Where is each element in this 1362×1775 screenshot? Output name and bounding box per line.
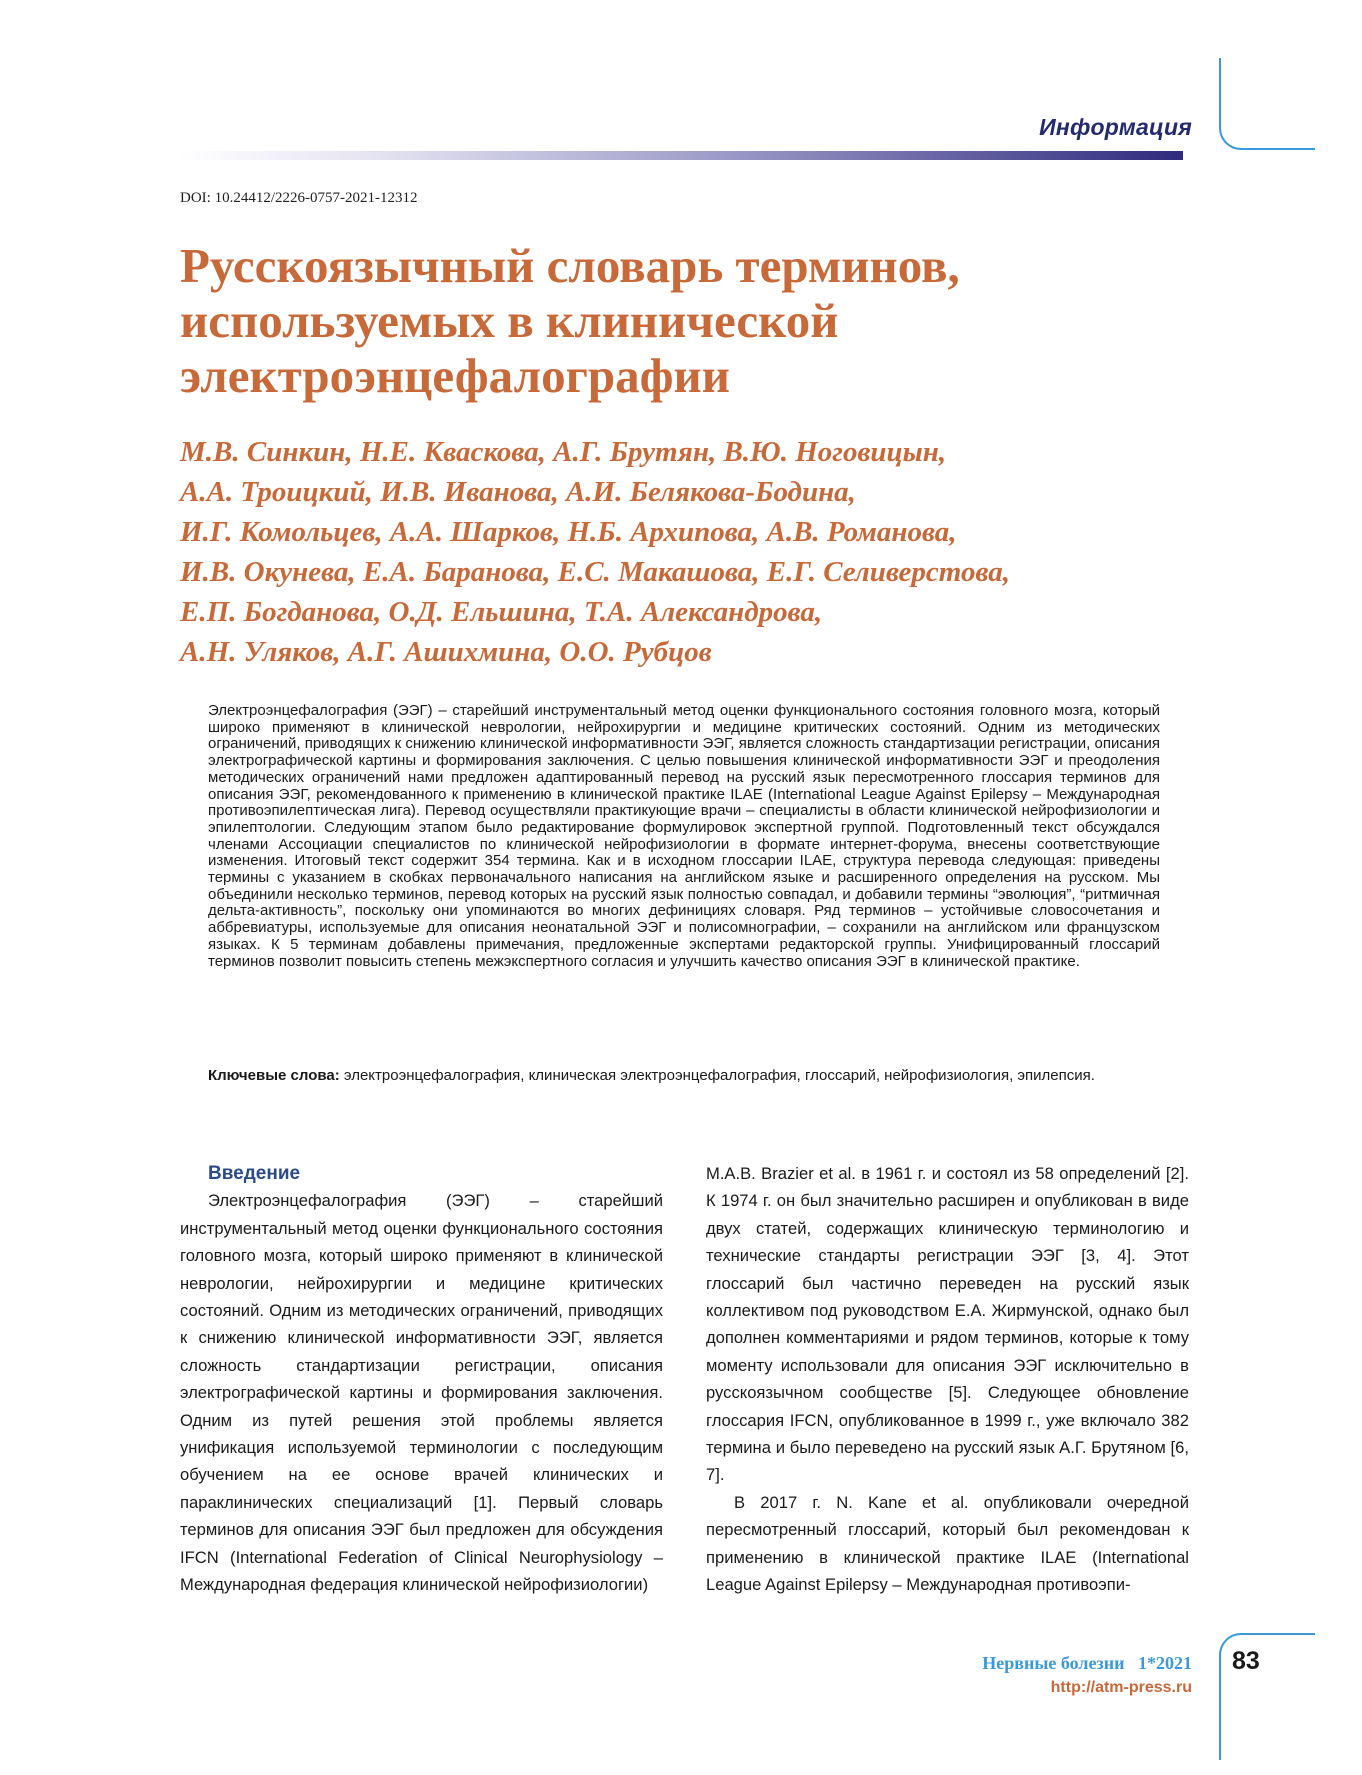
- intro-paragraph: Электроэнцефалография (ЭЭГ) – старейший инструментальный метод оценки функционального состояния головного мозга, который широко применяют в клинической неврологии, нейрохирургии и медицине критических состояний. Одним из методических ограничений, приводящих к снижению клинической информативности ЭЭГ, является сложность стандартизации регистрации, описания электрографической картины и формирования заключения. Одним из путей решения этой проблемы является унификация используемой терминологии с последующим обучением на ее основе врачей клинических и параклинических специализаций [1]. Первый словарь терминов для описания ЭЭГ был предложен для обсуждения IFCN (International Federation of Clinical Neurophysiology – Международная федерация клинической нейрофизиологии): [180, 1191, 663, 1595]
- journal-name: Нервные болезни 1*2021: [982, 1653, 1192, 1673]
- author-line: М.В. Синкин, Н.Е. Кваскова, А.Г. Брутян, В.Ю. Ноговицын,: [180, 436, 947, 468]
- left-column: [180, 1160, 663, 1599]
- author-line: А.Н. Уляков, А.Г. Ашихмина, О.О. Рубцов: [180, 636, 712, 668]
- abstract: Электроэнцефалография (ЭЭГ) – старейший инструментальный метод оценки функционального состояния головного мозга, который широко применяют в клинической неврологии, нейрохирургии и медицине критических состояний. Одним из методических ограничений, приводящих к снижению клинической информативности ЭЭГ, является сложность стандартизации регистрации, описания электрографической картины и формирования заключения. С целью повышения клинической информативности ЭЭГ и преодоления методических ограничений нами предложен адаптированный перевод на русский язык пересмотренного глоссария терминов для описания ЭЭГ, рекомендованного к применению в клинической практике ILAE (International League Against Epilepsy – Международная противоэпилептическая лига). Перевод осуществляли практикующие врачи – специалисты в области клинической нейрофизиологии и эпилептологии. Следующим этапом было редактирование формулировок экспертной группой. Подготовленный текст обсуждался членами Ассоциации специалистов по клинической нейрофизиологии в формате интернет-форума, внесены соответствующие изменения. Итоговый текст содержит 354 термина. Как и в исходном глоссарии ILAE, структура перевода следующая: приведены термины с указанием в скобках первоначального написания на английском языке и расширенного определения на русском. Мы объединили несколько терминов, перевод которых на русский язык полностью совпадал, и добавили термины “эволюция”, “ритмичная дельта-активность”, поскольку они упоминаются во многих дефинициях словаря. Ряд терминов – устойчивые словосочетания и аббревиатуры, используемые для описания неонатальной ЭЭГ и полисомнографии, – сохранили на английском или французском языках. К 5 терминам добавлены примечания, предложенные экспертами редакторской группы. Унифицированный глоссарий терминов позволит повысить степень межэкспертного согласия и улучшить качество описания ЭЭГ в клинической практике.: [208, 702, 1160, 970]
- right-column: [706, 1160, 1189, 1599]
- author-line: И.В. Окунева, Е.А. Баранова, Е.С. Макашова, Е.Г. Селиверстова,: [180, 556, 1010, 588]
- header-corner-line: [1219, 58, 1315, 150]
- header-gradient-bar: [178, 151, 1183, 160]
- journal-website-link[interactable]: http://atm-press.ru: [1050, 1679, 1192, 1696]
- author-line: И.Г. Комольцев, А.А. Шарков, Н.Б. Архипова, А.В. Романова,: [180, 516, 957, 548]
- doi[interactable]: DOI: 10.24412/2226-0757-2021-12312: [180, 190, 418, 206]
- keywords: [208, 1067, 1160, 1084]
- page-number: 83: [1232, 1647, 1260, 1675]
- intro-paragraph: В 2017 г. N. Kane et al. опубликовали очередной пересмотренный глоссарий, который был рекомендован к применению в клинической практике ILAE (International League Against Epilepsy – Международная противоэпи-: [706, 1492, 1189, 1595]
- author-list: [180, 432, 1190, 672]
- author-line: А.А. Троицкий, И.В. Иванова, А.И. Белякова-Бодина,: [180, 476, 856, 508]
- title-line: используемых в клинической: [180, 293, 839, 348]
- article-title: [180, 238, 1160, 403]
- intro-paragraph: M.A.B. Brazier et al. в 1961 г. и состоял из 58 определений [2]. К 1974 г. он был значительно расширен и опубликован в виде двух статей, содержащих клиническую терминологию и технические стандарты регистрации ЭЭГ [3, 4]. Этот глоссарий был частично переведен на русский язык коллективом под руководством Е.А. Жирмунской, однако был дополнен комментариями и рядом терминов, которые к тому моменту использовали для описания ЭЭГ исключительно в русскоязычном сообществе [5]. Следующее обновление глоссария IFCN, опубликованное в 1999 г., уже включало 382 термина и было переведено на русский язык А.Г. Брутяном [6, 7].: [706, 1164, 1189, 1485]
- keywords-text: электроэнцефалография, клиническая электроэнцефалография, глоссарий, нейрофизиология, эпилепсия.: [343, 1067, 1095, 1084]
- author-line: Е.П. Богданова, О.Д. Ельшина, Т.А. Александрова,: [180, 596, 823, 628]
- section-label: Информация: [1039, 114, 1192, 140]
- keywords-label: Ключевые слова:: [208, 1067, 340, 1084]
- title-line: электроэнцефалографии: [180, 348, 730, 403]
- intro-heading: Введение: [208, 1163, 301, 1184]
- title-line: Русскоязычный словарь терминов,: [180, 238, 960, 293]
